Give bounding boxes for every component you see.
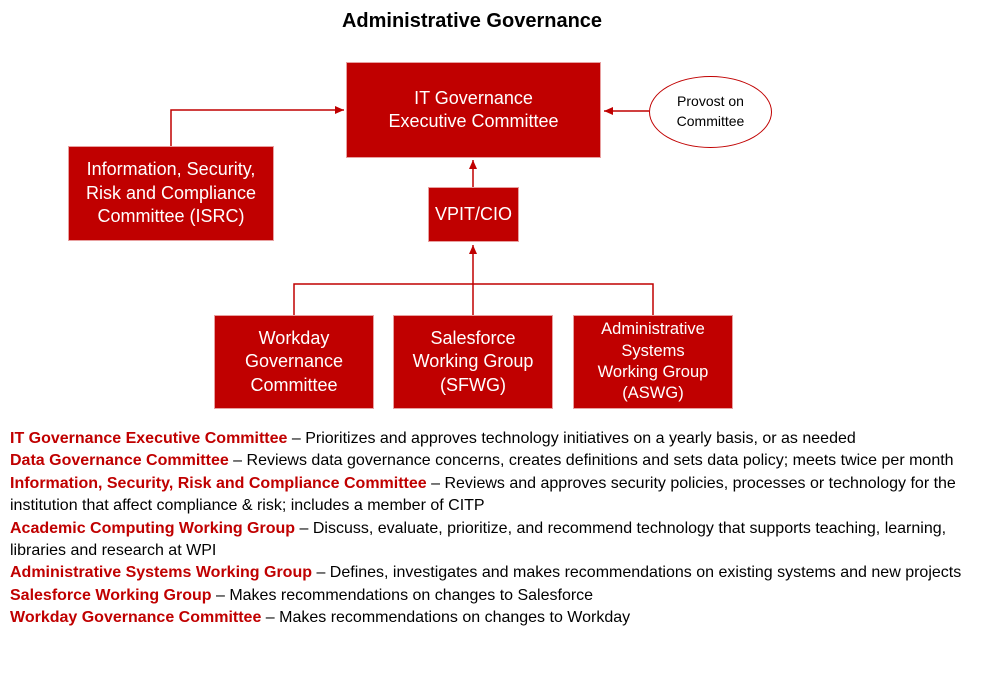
page-title: Administrative Governance <box>341 10 603 32</box>
definition-desc: – Prioritizes and approves technology initiatives on a yearly basis, or as needed <box>287 430 856 447</box>
definition-term: Data Governance Committee <box>10 452 229 470</box>
definition-term: Information, Security, Risk and Compliance Committee <box>10 474 427 492</box>
workday-connector <box>294 284 473 315</box>
definition-term: Workday Governance Committee <box>10 609 262 627</box>
isrc-box: Information, Security, Risk and Compliance Committee (ISRC) <box>68 146 274 241</box>
definition-item <box>10 585 1000 607</box>
definitions-list <box>10 428 1000 630</box>
definition-item <box>10 518 1000 563</box>
definition-desc: – Discuss, evaluate, prioritize, and recommend technology that supports teaching, learning, libraries and research at WPI <box>10 519 947 560</box>
definition-desc: – Makes recommendations on changes to Salesforce <box>211 586 594 604</box>
definition-term: Salesforce Working Group <box>10 586 212 604</box>
definition-desc: – Reviews data governance concerns, creates definitions and sets data policy; meets twice per month <box>228 452 954 470</box>
provost-on-committee-oval: Provost on Committee <box>649 76 772 148</box>
aswg-connector <box>473 284 653 315</box>
definition-desc: – Defines, investigates and makes recommendations on existing systems and new projects <box>312 564 962 582</box>
salesforce-working-group-box: Salesforce Working Group (SFWG) <box>393 315 553 409</box>
definition-item <box>10 450 1000 472</box>
definition-term: Administrative Systems Working Group <box>10 564 312 582</box>
workday-governance-committee-box: Workday Governance Committee <box>214 315 374 409</box>
isrc-connector <box>171 110 344 146</box>
definition-item <box>10 428 1000 450</box>
definition-item <box>10 607 1000 629</box>
definition-term: Academic Computing Working Group <box>10 519 296 537</box>
administrative-systems-working-group-box: Administrative Systems Working Group (ASWG) <box>573 315 733 409</box>
definition-desc: – Makes recommendations on changes to Workday <box>261 609 631 627</box>
definition-item <box>10 562 1000 584</box>
definition-term: IT Governance Executive Committee <box>10 430 288 447</box>
definition-item <box>10 473 1000 518</box>
vpit-cio-box: VPIT/CIO <box>428 187 519 242</box>
definition-desc: – Reviews and approves security policies, processes or technology for the institution that affect compliance & risk; includes a member of CITP <box>10 474 956 515</box>
it-governance-executive-committee-box: IT Governance Executive Committee <box>346 62 601 158</box>
